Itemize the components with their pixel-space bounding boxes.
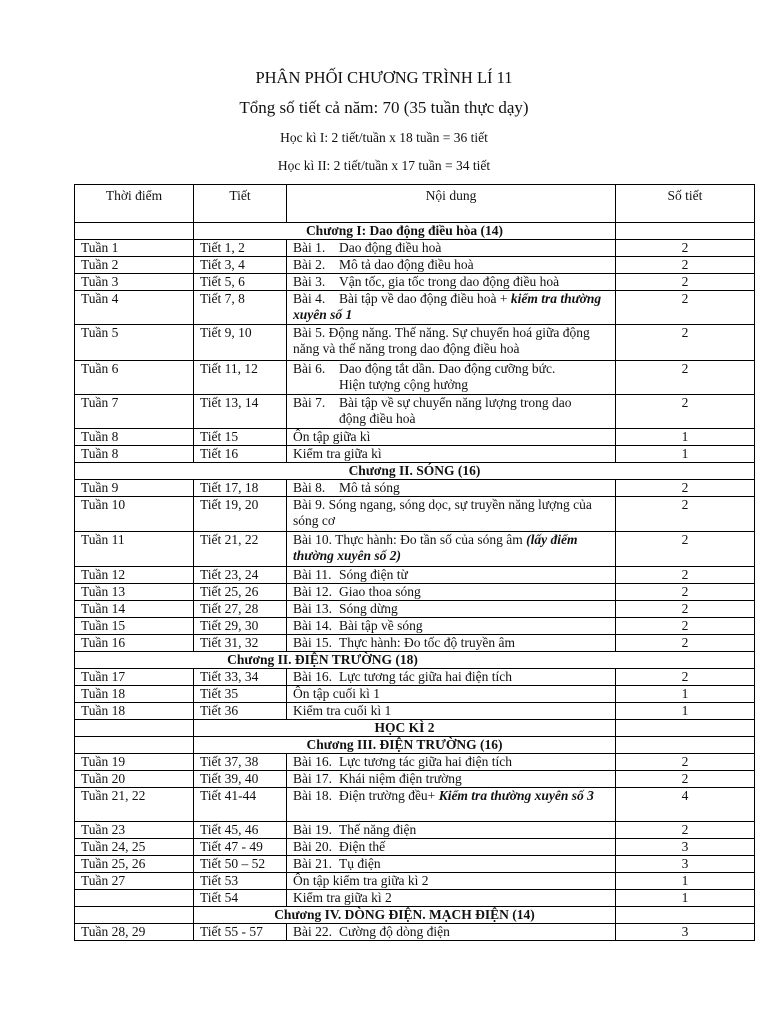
table-row [75,480,755,497]
lesson-number: Bài 8. [293,480,326,495]
lesson-number: Bài 22. [293,924,332,939]
cell-content [287,771,616,788]
lesson-number: Bài 6. [293,361,326,376]
cell-count: 1 [616,446,755,463]
table-row [75,703,755,720]
lesson-note: Kiểm tra thường xuyên số 3 [438,788,594,803]
lesson-number: Bài 14. [293,618,332,633]
cell-content [287,669,616,686]
chapter-title: Chương I: Dao động điều hòa (14) [194,223,616,240]
cell-count: 3 [616,924,755,941]
cell-count: 2 [616,532,755,567]
lesson-number: Bài 2. [293,257,326,272]
cell-period: Tiết 19, 20 [194,497,287,532]
cell-count: 2 [616,325,755,361]
chapter-title: Chương III. ĐIỆN TRƯỜNG (16) [194,737,616,754]
lesson-title: Thế năng điện [339,822,417,837]
cell-period: Tiết 54 [194,890,287,907]
cell-content: Ôn tập giữa kì [287,429,616,446]
table-row [75,395,755,429]
cell-content: Kiểm tra cuối kì 1 [287,703,616,720]
cell-content [287,257,616,274]
cell-count: 3 [616,839,755,856]
cell-count: 2 [616,274,755,291]
table-row [75,497,755,532]
cell-period: Tiết 36 [194,703,287,720]
cell-content: Kiểm tra giữa kì 2 [287,890,616,907]
cell-week: Tuần 11 [75,532,194,567]
cell-period: Tiết 25, 26 [194,584,287,601]
table-row [75,532,755,567]
cell-week: Tuần 19 [75,754,194,771]
lesson-title: Mô tả sóng [339,480,400,495]
lesson-title: Điện thế [339,839,386,854]
cell-count: 2 [616,771,755,788]
cell-week: Tuần 5 [75,325,194,361]
cell-content [287,325,616,361]
lesson-title: Vận tốc, gia tốc trong dao động điều hoà [339,274,560,289]
cell-week: Tuần 1 [75,240,194,257]
cell-count: 2 [616,361,755,395]
cell-content: Ôn tập kiểm tra giữa kì 2 [287,873,616,890]
lesson-note: kiểm tra thường xuyên số 1 [293,291,602,322]
lesson-number: Bài 16. [293,669,332,684]
chapter-title: Chương II. ĐIỆN TRƯỜNG (18) [75,652,755,669]
table-row [75,788,755,822]
cell-week: Tuần 8 [75,429,194,446]
cell-content: Bài 9. Sóng ngang, sóng dọc, sự truyền năng lượng của sóng cơ [287,497,616,532]
cell-period: Tiết 3, 4 [194,257,287,274]
cell-period: Tiết 16 [194,446,287,463]
table-row [75,361,755,395]
chapter-title: Chương IV. DÒNG ĐIỆN. MẠCH ĐIỆN (14) [194,907,616,924]
cell-week: Tuần 16 [75,635,194,652]
cell-period: Tiết 39, 40 [194,771,287,788]
lesson-title-continued: Hiện tượng cộng hưởng [339,377,469,392]
header-content: Nội dung [287,185,616,223]
table-row [75,429,755,446]
table-row [75,325,755,361]
lesson-number: Bài 3. [293,274,326,289]
cell-week: Tuần 2 [75,257,194,274]
cell-period: Tiết 35 [194,686,287,703]
semester-row [75,720,755,737]
cell-week: Tuần 27 [75,873,194,890]
cell-content [287,856,616,873]
table-header-row [75,185,755,223]
cell-week: Tuần 18 [75,703,194,720]
cell-count: 2 [616,618,755,635]
cell-count: 2 [616,635,755,652]
lesson-number: Bài 4. [293,291,326,306]
cell-count: 2 [616,291,755,325]
cell-period: Tiết 41-44 [194,788,287,822]
cell-count: 2 [616,584,755,601]
cell-count: 1 [616,429,755,446]
cell-period: Tiết 37, 38 [194,754,287,771]
cell-count: 2 [616,257,755,274]
lesson-title: Điện trường đều+ [339,788,439,803]
cell-week: Tuần 24, 25 [75,839,194,856]
cell-count: 1 [616,703,755,720]
cell-period: Tiết 17, 18 [194,480,287,497]
lesson-title: Mô tả dao động điều hoà [339,257,474,272]
lesson-title-continued: động điều hoà [339,411,416,426]
cell-week: Tuần 10 [75,497,194,532]
cell-period: Tiết 5, 6 [194,274,287,291]
chapter-row [75,907,755,924]
cell-count: 4 [616,788,755,822]
table-row [75,839,755,856]
cell-period: Tiết 21, 22 [194,532,287,567]
cell-content [287,839,616,856]
cell-period: Tiết 1, 2 [194,240,287,257]
page-subtitle: Tổng số tiết cả năm: 70 (35 tuần thực dạy) [239,98,529,117]
cell-week: Tuần 20 [75,771,194,788]
cell-period: Tiết 7, 8 [194,291,287,325]
lesson-title: Bài tập về dao động điều hoà + [339,291,511,306]
table-row [75,771,755,788]
cell-week: Tuần 7 [75,395,194,429]
cell-content [287,274,616,291]
lesson-number: Bài 19. [293,822,332,837]
header-count: Số tiết [616,185,755,223]
lesson-title: Dao động điều hoà [339,240,442,255]
cell-count: 2 [616,669,755,686]
cell-week [75,890,194,907]
cell-content [287,567,616,584]
lesson-number: Bài 21. [293,856,332,871]
chapter-row [75,223,755,240]
cell-count: 3 [616,856,755,873]
cell-week: Tuần 17 [75,669,194,686]
table-row [75,567,755,584]
lesson-title: Lực tương tác giữa hai điện tích [339,669,513,684]
cell-period: Tiết 47 - 49 [194,839,287,856]
cell-content [287,635,616,652]
chapter-row [75,652,755,669]
cell-week: Tuần 25, 26 [75,856,194,873]
lesson-title: Tụ điện [339,856,381,871]
cell-count: 2 [616,240,755,257]
table-row [75,584,755,601]
cell-content [287,788,616,822]
lesson-title: Bài tập về sự chuyển năng lượng trong dao [339,395,572,410]
lesson-number: Bài 7. [293,395,326,410]
cell-content [287,361,616,395]
cell-content [287,924,616,941]
lesson-note: (lấy điểm thường xuyên số 2) [293,532,578,563]
page-title: PHÂN PHỐI CHƯƠNG TRÌNH LÍ 11 [255,68,513,87]
lesson-title: Thực hành: Đo tốc độ truyền âm [339,635,516,650]
cell-period: Tiết 29, 30 [194,618,287,635]
semester-title: HỌC KÌ 2 [194,720,616,737]
table-row [75,291,755,325]
cell-week: Tuần 13 [75,584,194,601]
cell-week: Tuần 6 [75,361,194,395]
cell-content [287,601,616,618]
cell-content [287,395,616,429]
cell-content [287,584,616,601]
lesson-number: Bài 11. [293,567,332,582]
chapter-row [75,463,755,480]
cell-content [287,822,616,839]
table-row [75,856,755,873]
lesson-title: Lực tương tác giữa hai điện tích [339,754,513,769]
cell-period: Tiết 9, 10 [194,325,287,361]
table-row [75,601,755,618]
cell-period: Tiết 50 – 52 [194,856,287,873]
cell-week: Tuần 3 [75,274,194,291]
cell-count: 1 [616,686,755,703]
cell-period: Tiết 27, 28 [194,601,287,618]
table-row [75,890,755,907]
cell-period: Tiết 45, 46 [194,822,287,839]
lesson-number: Bài 20. [293,839,332,854]
cell-count: 1 [616,890,755,907]
lesson-title: Sóng dừng [339,601,398,616]
lesson-title: Cường độ dòng điện [339,924,450,939]
table-row [75,446,755,463]
header-time: Thời điểm [75,185,194,223]
lesson-title: Khái niệm điện trường [339,771,462,786]
lesson-number: Bài 12. [293,584,332,599]
cell-count: 2 [616,754,755,771]
cell-content [287,240,616,257]
cell-content [287,532,616,567]
lesson-title: Dao động tắt dần. Dao động cưỡng bức. [339,361,556,376]
cell-count: 2 [616,822,755,839]
cell-period: Tiết 33, 34 [194,669,287,686]
cell-period: Tiết 11, 12 [194,361,287,395]
cell-week: Tuần 23 [75,822,194,839]
cell-week: Tuần 14 [75,601,194,618]
cell-period: Tiết 53 [194,873,287,890]
cell-week: Tuần 9 [75,480,194,497]
cell-count: 2 [616,601,755,618]
cell-period: Tiết 13, 14 [194,395,287,429]
table-row [75,635,755,652]
cell-count: 1 [616,873,755,890]
header-period: Tiết [194,185,287,223]
table-row [75,274,755,291]
cell-week: Tuần 28, 29 [75,924,194,941]
table-row [75,669,755,686]
curriculum-table [74,184,755,941]
lesson-number: Bài 17. [293,771,332,786]
cell-week: Tuần 4 [75,291,194,325]
cell-content: Kiểm tra giữa kì [287,446,616,463]
lesson-number: Bài 13. [293,601,332,616]
table-row [75,618,755,635]
cell-week: Tuần 8 [75,446,194,463]
chapter-title: Chương II. SÓNG (16) [75,463,755,480]
table-row [75,257,755,274]
cell-count: 2 [616,567,755,584]
cell-period: Tiết 15 [194,429,287,446]
semester-1-summary: Học kì I: 2 tiết/tuần x 18 tuần = 36 tiết [280,130,488,145]
cell-week: Tuần 15 [75,618,194,635]
semester-2-summary: Học kì II: 2 tiết/tuần x 17 tuần = 34 tiết [277,158,491,173]
table-row [75,686,755,703]
table-row [75,822,755,839]
cell-week: Tuần 18 [75,686,194,703]
table-row [75,240,755,257]
cell-period: Tiết 31, 32 [194,635,287,652]
cell-content [287,618,616,635]
cell-content: Ôn tập cuối kì 1 [287,686,616,703]
cell-period: Tiết 23, 24 [194,567,287,584]
lesson-number: Bài 15. [293,635,332,650]
cell-count: 2 [616,497,755,532]
lesson-title: Sóng điện từ [339,567,408,582]
cell-week: Tuần 21, 22 [75,788,194,822]
cell-count: 2 [616,480,755,497]
cell-period: Tiết 55 - 57 [194,924,287,941]
lesson-title: Bài 10. Thực hành: Đo tần số của sóng âm [293,532,527,547]
chapter-row [75,737,755,754]
table-row [75,924,755,941]
cell-content [287,480,616,497]
table-row [75,873,755,890]
lesson-number: Bài 1. [293,240,326,255]
lesson-number: Bài 18. [293,788,332,803]
table-row [75,754,755,771]
cell-content [287,291,616,325]
lesson-number: Bài 16. [293,754,332,769]
lesson-title: Bài tập về sóng [339,618,423,633]
lesson-title: Bài 5. Động năng. Thế năng. Sự chuyển hoá giữa động năng và thế năng trong dao động điều hoà [293,325,590,356]
cell-content [287,754,616,771]
lesson-title: Giao thoa sóng [339,584,421,599]
cell-week: Tuần 12 [75,567,194,584]
cell-count: 2 [616,395,755,429]
